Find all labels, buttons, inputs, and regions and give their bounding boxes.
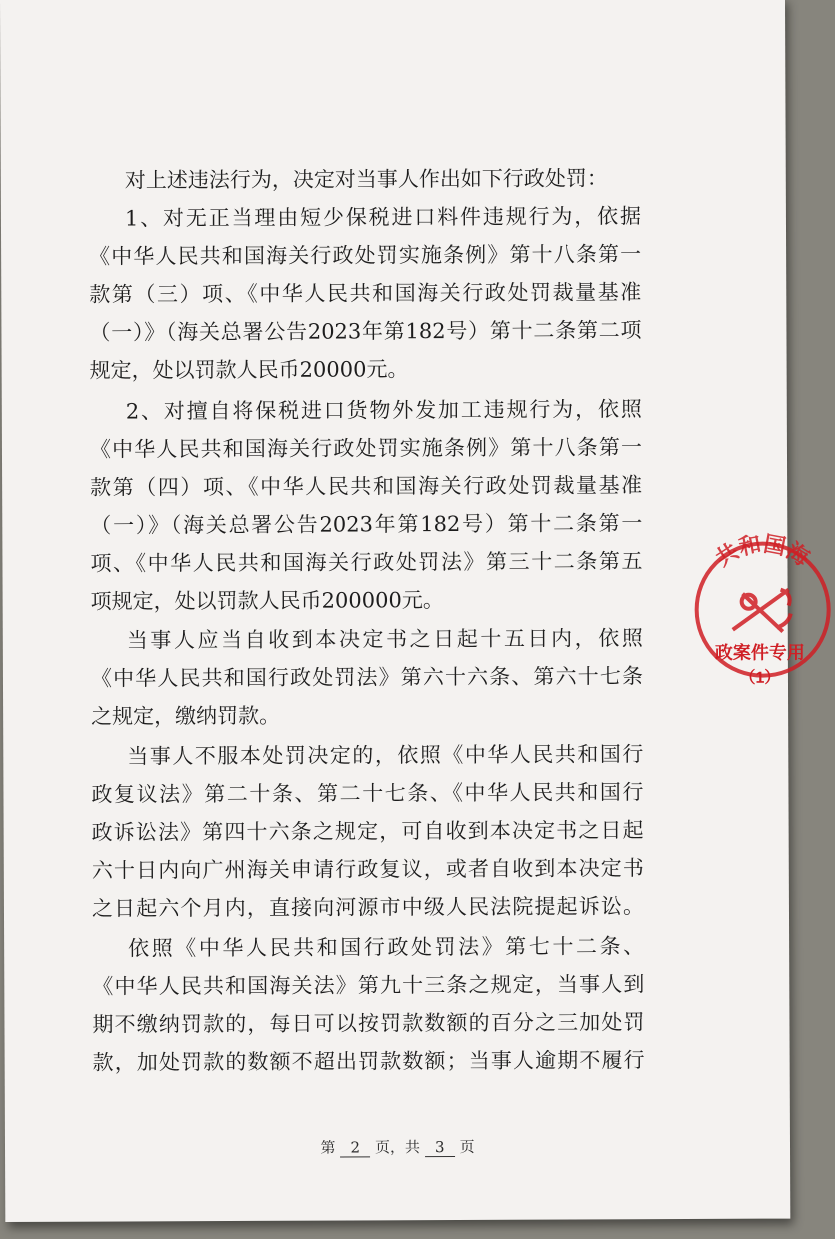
- text-line: 《中华人民共和国海关行政处罚实施条例》第十八条第一: [89, 435, 643, 462]
- text-line: 2、对擅自将保税进口货物外发加工违规行为，依照: [125, 397, 642, 424]
- text-line: 政复议法》第二十条、第二十七条、《中华人民共和国行: [91, 780, 644, 807]
- text-line: 款，加处罚款的数额不超出罚款数额；当事人逾期不履行: [92, 1048, 645, 1075]
- seal-top-text: 共和国海: [711, 531, 814, 572]
- text-line: 款第（四）项、《中华人民共和国海关行政处罚裁量基准: [90, 473, 643, 500]
- text-line: 当事人应当自收到本决定书之日起十五日内，依照: [126, 626, 643, 653]
- text-line: 《中华人民共和国海关行政处罚实施条例》第十八条第一: [89, 242, 642, 269]
- footer-prefix: 第: [320, 1138, 336, 1157]
- text-line: 期不缴纳罚款的，每日可以按罚款数额的百分之三加处罚: [92, 1010, 645, 1037]
- footer-middle: 页，共: [374, 1138, 421, 1157]
- svg-text:共和国海: [711, 531, 815, 571]
- page-footer: [5, 1135, 790, 1159]
- text-line: 项、《中华人民共和国海关行政处罚法》第三十二条第五: [90, 549, 643, 576]
- text-line: 依照《中华人民共和国行政处罚法》第七十二条、: [128, 934, 645, 961]
- current-page-number: 2: [340, 1138, 370, 1157]
- text-line: 1、对无正当理由短少保税进口料件违规行为，依据: [124, 204, 642, 231]
- text-line: 之规定，缴纳罚款。: [91, 703, 281, 729]
- official-seal: [692, 531, 833, 687]
- text-line: 之日起六个月内，直接向河源市中级人民法院提起诉讼。: [91, 894, 645, 921]
- text-line: （一）》（海关总署公告2023年第182号）第十二条第一: [90, 511, 643, 538]
- footer-suffix: 页: [459, 1137, 475, 1157]
- customs-emblem-icon: [733, 590, 791, 632]
- text-line: （一）》（海关总署公告2023年第182号）第十二条第二项: [89, 318, 642, 345]
- text-line: 政诉讼法》第四十六条之规定，可自收到本决定书之日起: [91, 818, 644, 845]
- total-pages-number: 3: [425, 1138, 455, 1157]
- text-line: 对上述违法行为，决定对当事人作出如下行政处罚：: [124, 166, 608, 193]
- text-line: 当事人不服本处罚决定的，依照《中华人民共和国行: [127, 742, 644, 769]
- text-line: 项规定，处以罚款人民币200000元。: [90, 588, 444, 614]
- seal-bottom-text: [715, 638, 805, 687]
- seal-bottom-label: 政案件专用: [714, 642, 805, 663]
- text-line: 规定，处以罚款人民币20000元。: [89, 357, 409, 383]
- text-line: 《中华人民共和国行政处罚法》第六十六条、第六十七条: [90, 664, 644, 691]
- seal-number: （1）: [739, 669, 781, 687]
- text-line: 六十日内向广州海关申请行政复议，或者自收到本决定书: [91, 856, 644, 883]
- text-line: 《中华人民共和国海关法》第九十三条之规定，当事人到: [92, 972, 645, 999]
- text-line: 款第（三）项、《中华人民共和国海关行政处罚裁量基准: [89, 280, 642, 307]
